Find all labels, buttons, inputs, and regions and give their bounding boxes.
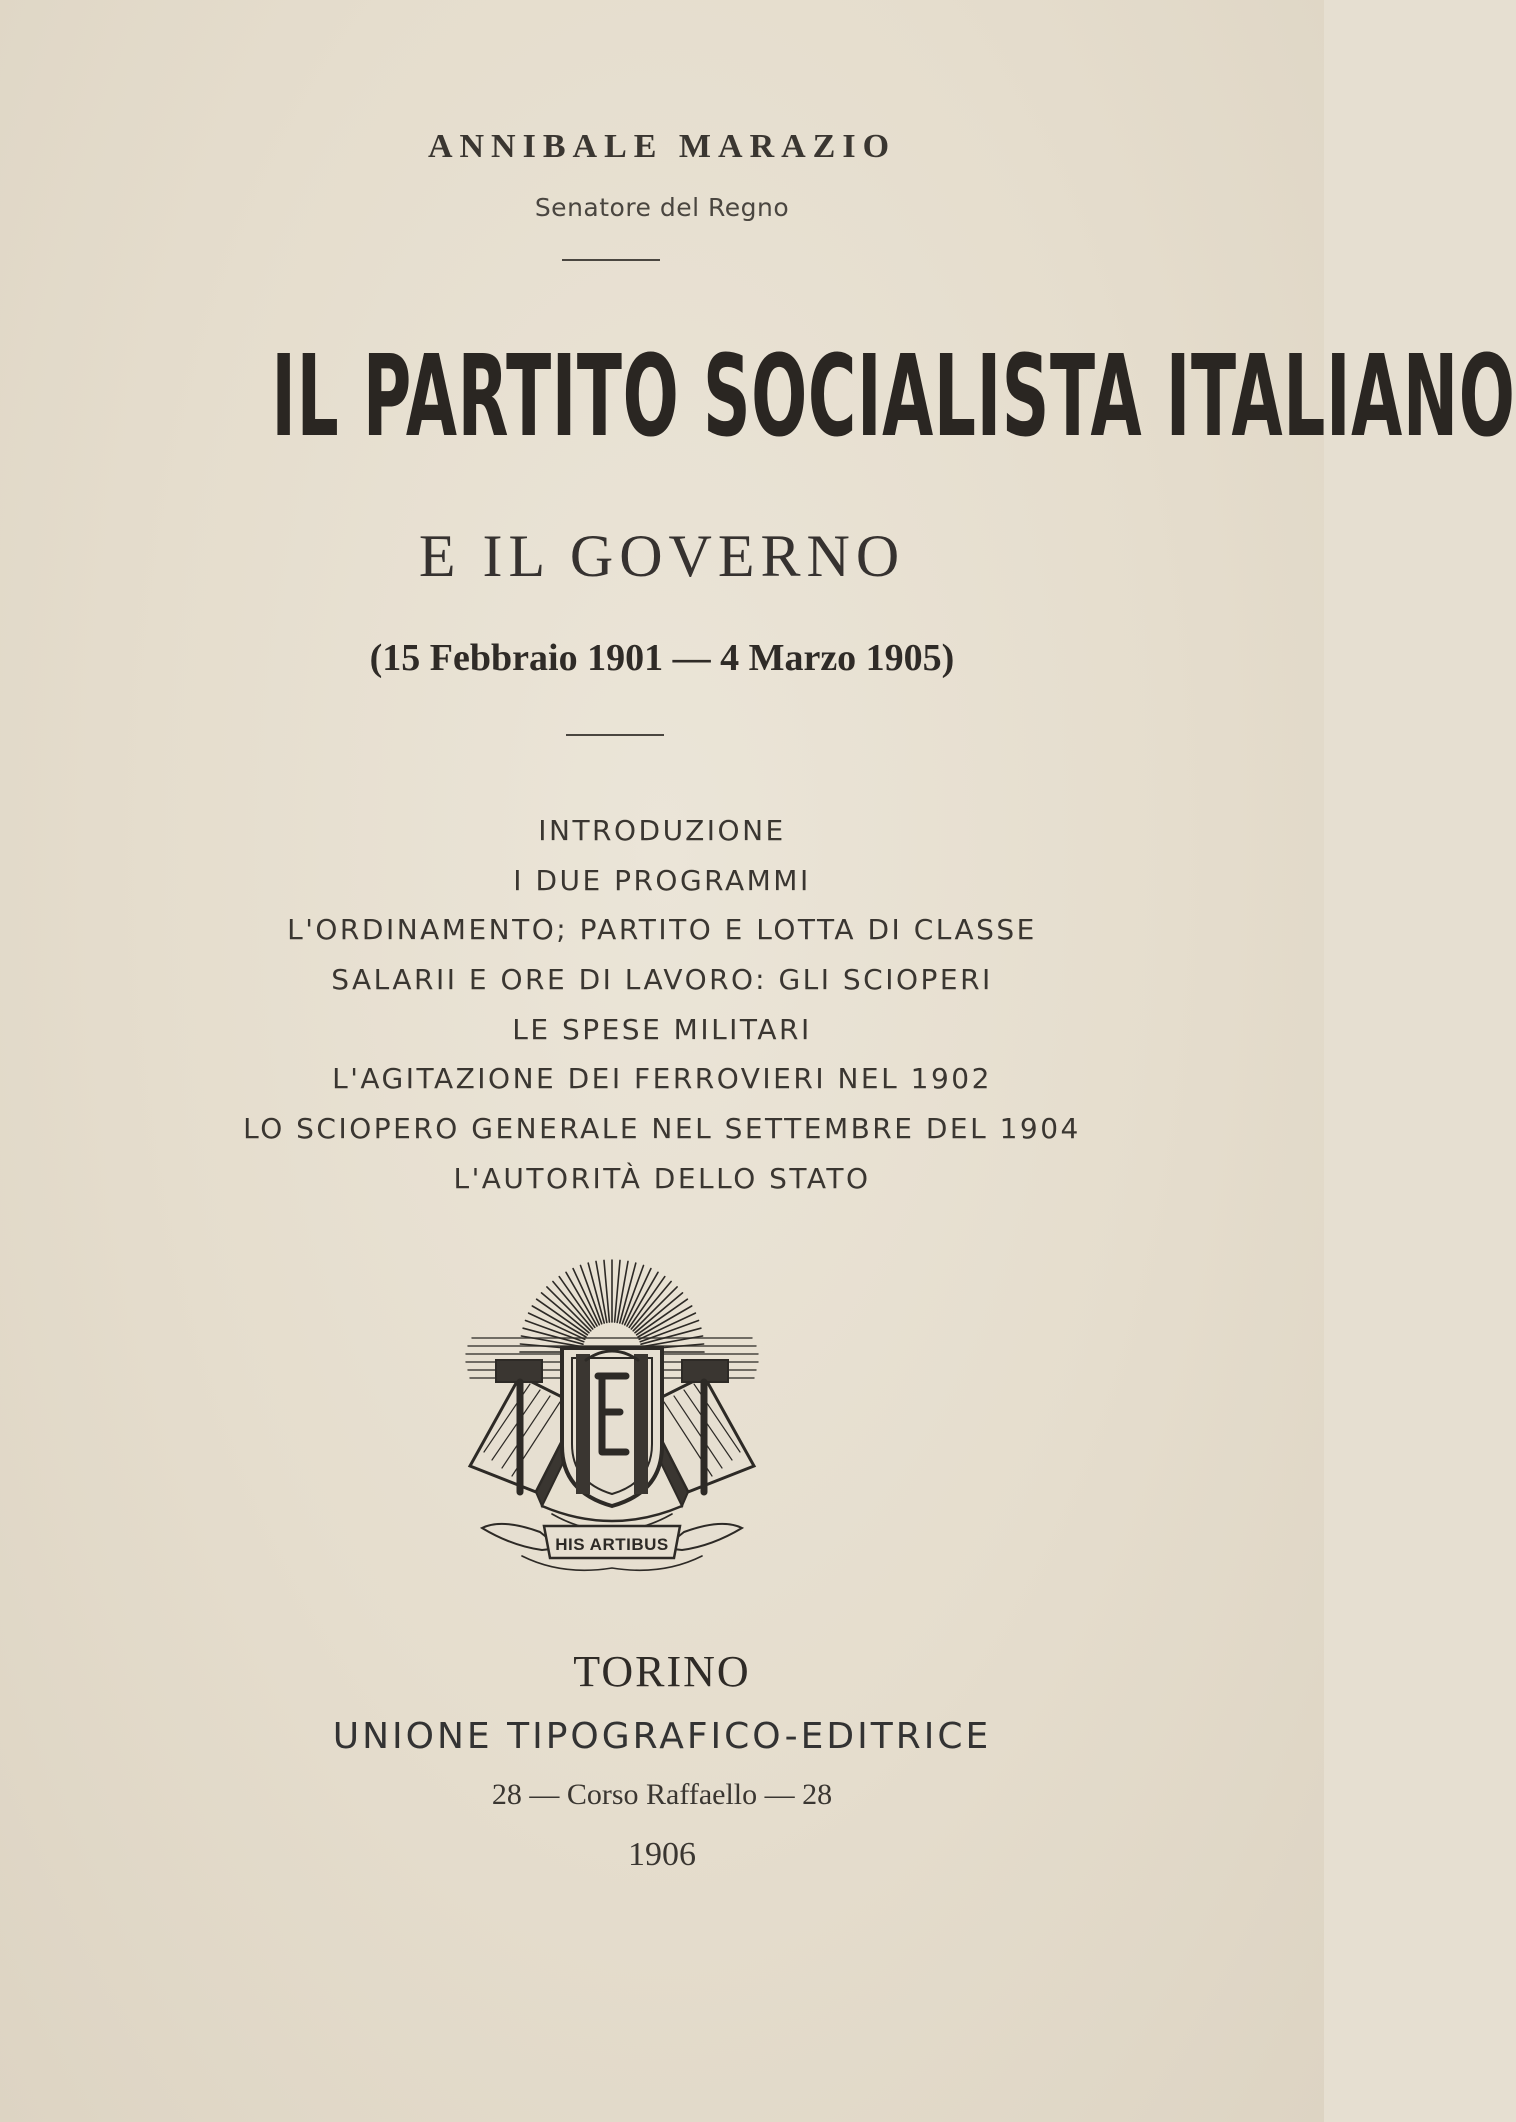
emblem-motto: HIS ARTIBUS [555, 1535, 669, 1554]
book-title: IL PARTITO SOCIALISTA ITALIANO [271, 332, 1516, 462]
contents-item: L'AGITAZIONE DEI FERROVIERI NEL 1902 [332, 1062, 992, 1096]
contents-item: SALARII E ORE DI LAVORO: GLI SCIOPERI [331, 963, 993, 997]
contents-item: INTRODUZIONE [538, 814, 786, 847]
divider-rule [566, 734, 664, 736]
contents-item: LE SPESE MILITARI [512, 1012, 812, 1046]
author-name: ANNIBALE MARAZIO [427, 128, 897, 165]
publisher-emblem-icon [462, 1256, 762, 1578]
contents-item: LO SCIOPERO GENERALE NEL SETTEMBRE DEL 1904 [243, 1112, 1081, 1146]
contents-item: I DUE PROGRAMMI [513, 863, 811, 897]
date-range: (15 Febbraio 1901 — 4 Marzo 1905) [369, 637, 955, 679]
book-subtitle: E IL GOVERNO [418, 523, 906, 589]
contents-item: L'AUTORITÀ DELLO STATO [453, 1161, 871, 1195]
contents-list [0, 806, 1324, 1204]
imprint-year: 1906 [628, 1836, 696, 1873]
imprint-address: 28 — Corso Raffaello — 28 [491, 1778, 833, 1811]
author-role: Senatore del Regno [534, 193, 790, 222]
contents-item: L'ORDINAMENTO; PARTITO E LOTTA DI CLASSE [287, 913, 1037, 947]
imprint-city: TORINO [573, 1647, 751, 1696]
divider-rule [562, 259, 660, 261]
imprint-publisher: UNIONE TIPOGRAFICO-EDITRICE [332, 1716, 992, 1757]
